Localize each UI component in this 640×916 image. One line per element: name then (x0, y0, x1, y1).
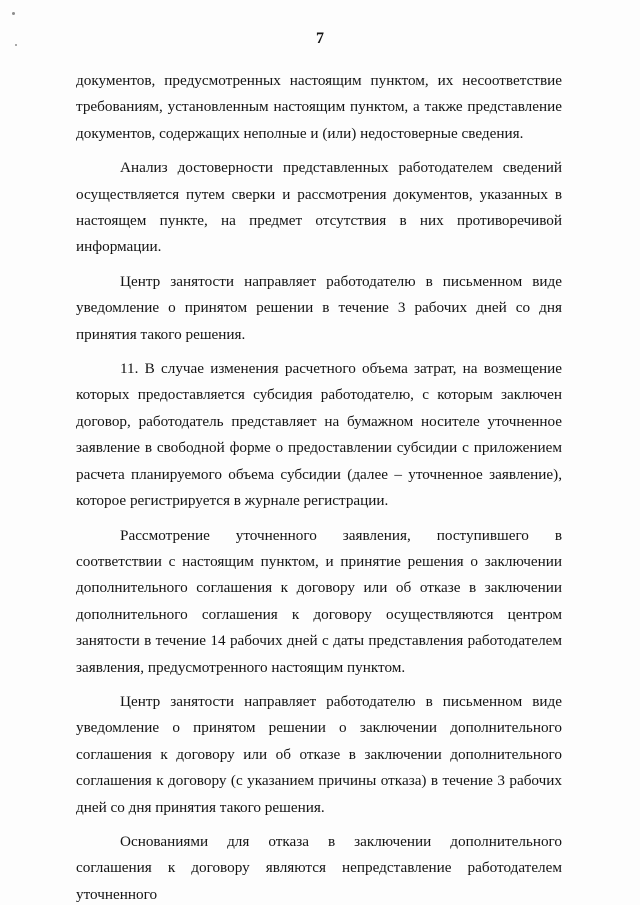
paragraph: Центр занятости направляет работодателю в письменном виде уведомление о принятом решении в течение 3 рабочих дней со дня принятия такого решения. (76, 272, 562, 343)
page-number: 7 (316, 30, 324, 47)
paragraph: Анализ достоверности представленных работодателем сведений осуществляется путем сверки и рассмотрения документов, указанных в настоящем пункте, на предмет отсутствия в них противоречивой информации. (76, 159, 562, 256)
paragraph: Основаниями для отказа в заключении дополнительного соглашения к договору являются непредставление работодателем уточненного (76, 832, 562, 903)
paragraph: Центр занятости направляет работодателю в письменном виде уведомление о принятом решении о заключении дополнительного соглашения к договору или об отказе в заключении дополнительного соглашения к договору (с указанием причины отказа) в течение 3 рабочих дней со дня принятия такого решения. (76, 692, 562, 816)
document-body (76, 68, 562, 916)
paragraph-clause-11: 11. В случае изменения расчетного объема затрат, на возмещение которых предоставляется субсидия работодателю, с которым заключен договор, работодатель представляет на бумажном носителе уточненное заявление в свободной форме о предоставлении субсидии с приложением расчета планируемого объема субсидии (далее – уточненное заявление), которое регистрируется в журнале регистрации. (76, 360, 562, 510)
paragraph: Рассмотрение уточненного заявления, поступившего в соответствии с настоящим пунктом, и принятие решения о заключении дополнительного соглашения к договору или об отказе в заключении дополнительного соглашения к договору осуществляются центром занятости в течение 14 рабочих дней с даты представления работодателем заявления, предусмотренного настоящим пунктом. (76, 526, 562, 676)
paragraph: документов, предусмотренных настоящим пунктом, их несоответствие требованиям, установленным настоящим пунктом, а также представление документов, содержащих неполные и (или) недостоверные сведения. (76, 72, 562, 142)
scan-speck (12, 12, 15, 15)
